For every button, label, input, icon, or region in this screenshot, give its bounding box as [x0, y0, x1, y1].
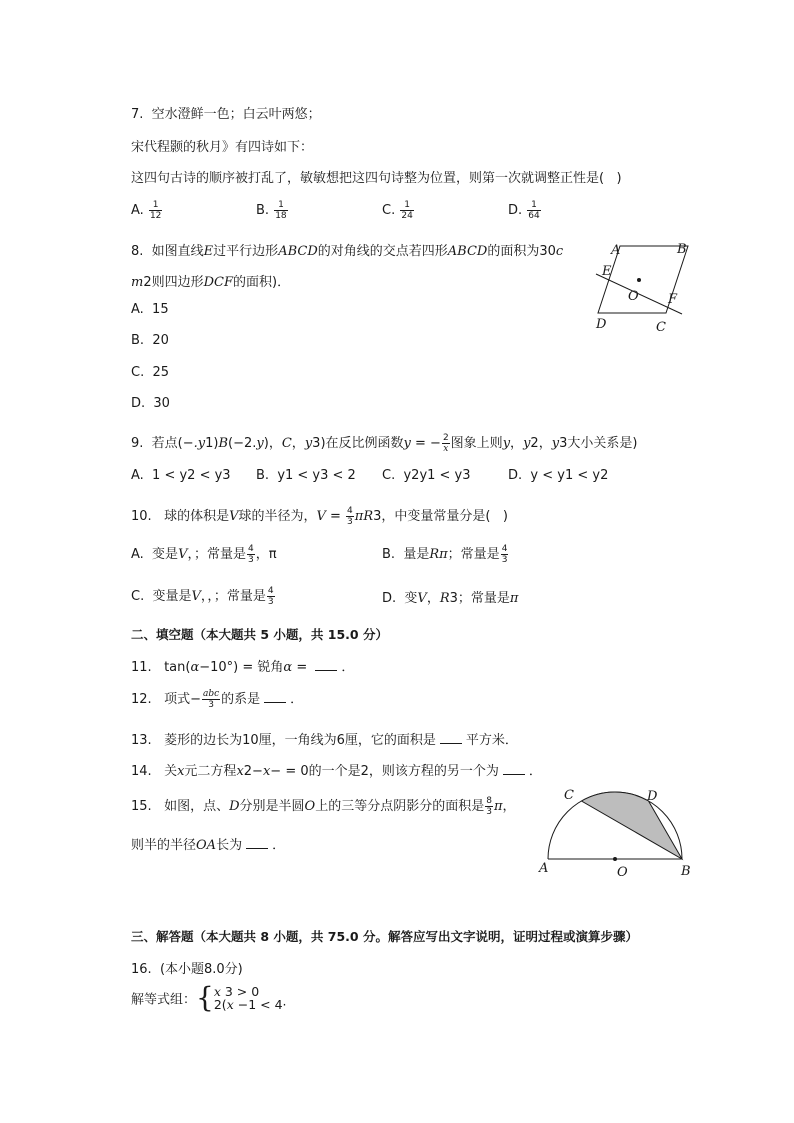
q9-option-a: A. 1 < y2 < y3 [131, 468, 231, 483]
answer-blank [246, 838, 268, 849]
fraction: $\frac{8}{3}$ [486, 796, 492, 817]
q10-option-a: A. 变是V，；常量是 $\frac{4}{3}$ ，π [131, 544, 277, 565]
q14: 14. 关x元二方程x2−x− = 0的一个是2，则该方程的另一个为 ． [131, 764, 542, 779]
q7-option-b [256, 200, 289, 221]
fraction: $\frac{\text{abc}}{3}$ [202, 689, 220, 710]
label-a: A [539, 861, 549, 876]
q12: 12. 项式− $\frac{\text{abc}}{3}$ 的系是 ． [131, 689, 304, 710]
option-letter: B. [256, 203, 270, 218]
q7-option-a [131, 200, 163, 221]
q8-line1: 8. 如图直线E过平行边形ABCD的对角线的交点若四形ABCD的面积为30c [131, 244, 564, 259]
q11: 11. tan(α−10°) = 锐角α = ． [131, 660, 355, 675]
option-letter: D. [508, 203, 523, 218]
q10-option-c: C. 变量是V，，；常量是 $\frac{4}{3}$ [131, 586, 274, 607]
answer-blank [503, 764, 525, 775]
q15-line1: 15. 如图，点、D分别是半圆O上的三等分点阴影分的面积是 $\frac{8}{3}$ π， [131, 796, 516, 817]
q16-system: 解等式组：{ x 3 > 0 2(x −1 < 4· [131, 981, 287, 1014]
point-o [637, 278, 641, 282]
q10-stem: 10. 球的体积是V球的半径为，V = $\frac{4}{3}$ πR3，中变量常量分是( ) [131, 506, 508, 527]
q7-line1: 7. 空水澄鲜一色；白云叶两悠； [131, 107, 321, 122]
section-2-heading: 二、填空题（本大题共 5 小题，共 15.0 分） [131, 627, 388, 642]
label-c: C [564, 788, 574, 803]
label-e: E [602, 264, 612, 279]
option-fraction: $\frac{1}{24}$ [401, 200, 413, 221]
q7-option-d [508, 200, 542, 221]
q8-option-d: D. 30 [131, 396, 170, 411]
q7-line3: 这四句古诗的顺序被打乱了，敏敏想把这四句诗整为位置，则第一次就调整正性是( ) [131, 171, 622, 186]
label-c: C [656, 320, 666, 335]
label-o: O [617, 865, 628, 880]
fraction: $\frac{4}{3}$ [267, 586, 274, 607]
option-letter: C. [382, 203, 396, 218]
option-fraction: $\frac{1}{12}$ [149, 200, 162, 221]
q10-option-d: D. 变V，R3；常量是π [382, 591, 519, 606]
q8-line2: m2则四边形DCF的面积)． [131, 275, 291, 290]
q8-option-b: B. 20 [131, 333, 169, 348]
q8-option-a: A. 15 [131, 302, 169, 317]
answer-blank [264, 692, 286, 703]
option-letter: A. [131, 203, 144, 218]
q13: 13. 菱形的边长为10厘，一角线为6厘，它的面积是 平方米． [131, 733, 518, 748]
q9-stem: 9. 若点(−.y1)B(−2.y)，C，y3)在反比例函数y = − $\frac{2}{x}$ 图象上则y，y2，y3大小关系是) [131, 433, 638, 454]
q10-option-b: B. 量是Rπ；常量是 $\frac{4}{3}$ [382, 544, 508, 565]
label-d: D [596, 317, 607, 332]
option-fraction: $\frac{1}{64}$ [528, 200, 540, 221]
shaded-region [582, 792, 683, 859]
label-d: D [647, 789, 658, 804]
answer-blank [315, 660, 337, 671]
q8-parallelogram-figure [586, 236, 696, 338]
inequality-system: x 3 > 0 2(x −1 < 4· [213, 984, 287, 1012]
q9-option-c: C. y2y1 < y3 [382, 468, 471, 483]
fraction: $\frac{4}{3}$ [247, 544, 254, 565]
label-f: F [668, 292, 678, 307]
q9-option-b: B. y1 < y3 < 2 [256, 468, 356, 483]
q7-line2: 宋代程颢的秋月》有四诗如下： [131, 140, 314, 155]
fraction: $\frac{2}{x}$ [442, 433, 449, 454]
label-a: A [611, 243, 621, 258]
q7-option-c [382, 200, 415, 221]
label-b: B [681, 864, 691, 879]
section-3-heading: 三、解答题（本大题共 8 小题，共 75.0 分。解答应写出文字说明，证明过程或演算步骤） [131, 929, 638, 944]
q15-semicircle-figure [535, 786, 695, 882]
q8-option-c: C. 25 [131, 365, 170, 380]
fraction: $\frac{4}{3}$ [347, 506, 353, 527]
fraction: $\frac{4}{3}$ [501, 544, 508, 565]
label-o: O [628, 289, 639, 304]
option-fraction: $\frac{1}{18}$ [275, 200, 287, 221]
q16-title: 16. (本小题8.0分) [131, 962, 243, 977]
answer-blank [440, 733, 462, 744]
brace: { [196, 981, 214, 1014]
point-o [613, 857, 617, 861]
q9-option-d: D. y < y1 < y2 [508, 468, 609, 483]
label-b: B [677, 242, 687, 257]
q15-line2: 则半的半径OA长为 ． [131, 838, 286, 853]
